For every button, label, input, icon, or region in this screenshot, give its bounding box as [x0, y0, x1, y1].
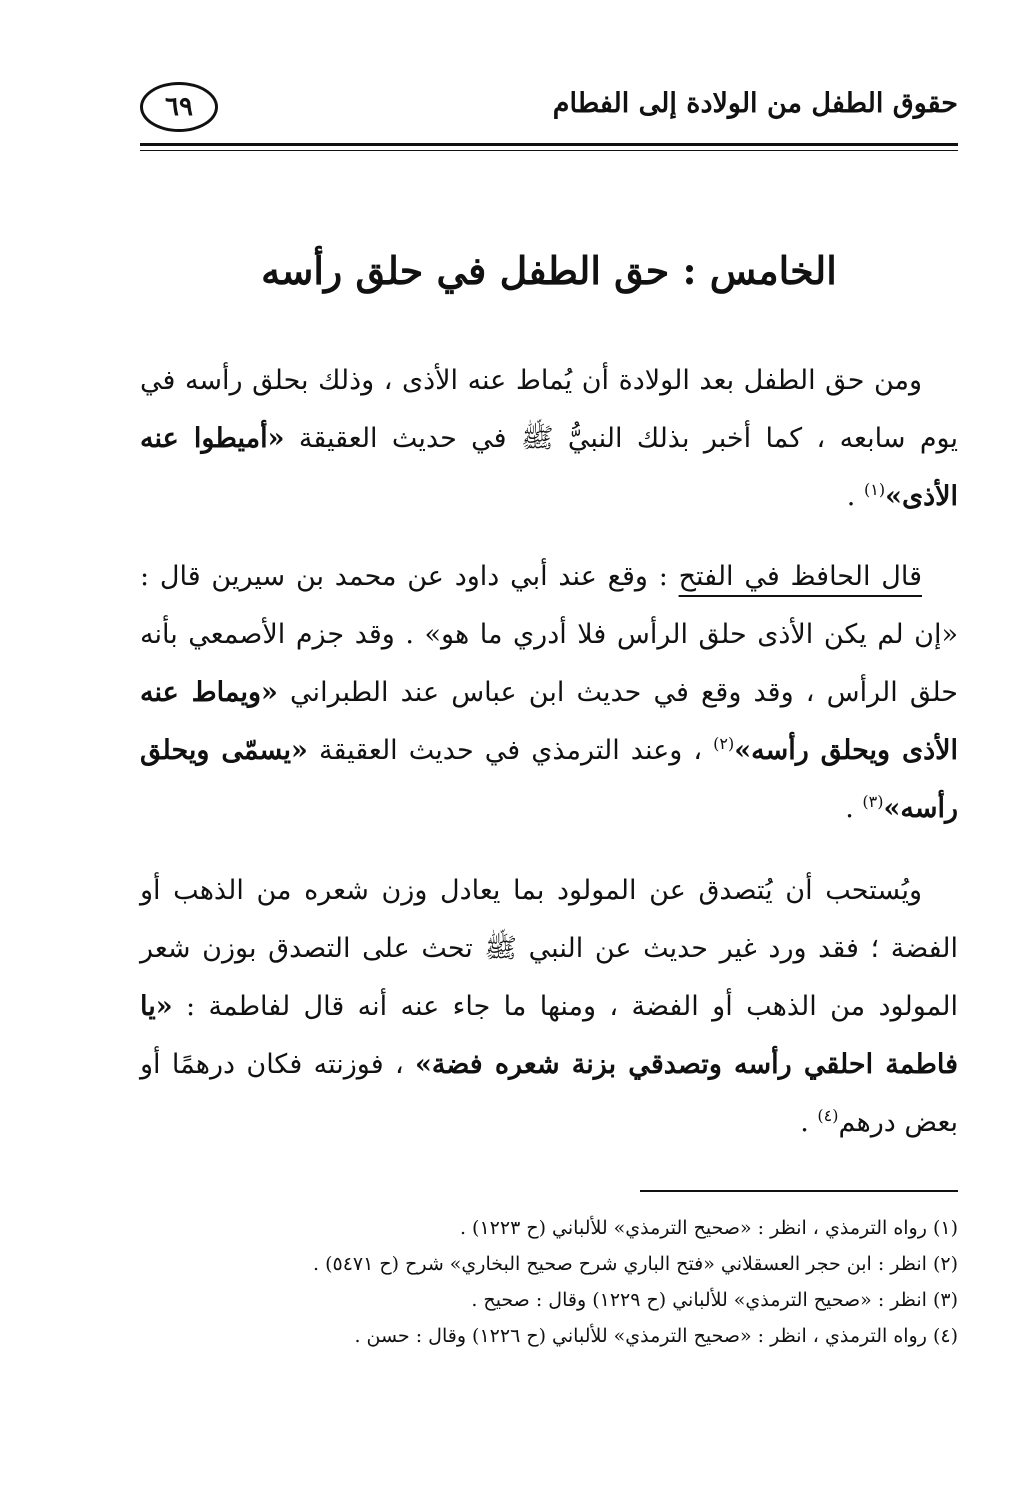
hadith-quote: «يسمّى ويحلق رأسه» [140, 735, 958, 824]
paragraph-3-end: . [800, 1107, 818, 1138]
paragraph-2-text-a: : وقع عند أبي داود عن محمد بن سيرين قال : «إن لم يكن الأذى حلق الرأس فلا أدري ما هو» . وقد جزم الأصمعي بأنه حلق الرأس ، وقد وقع في حديث ابن عباس عند الطبراني [140, 561, 958, 708]
paragraph-1-end: . [846, 481, 864, 512]
page-number-badge [140, 82, 218, 132]
footnote-3: (٣) انظر : «صحيح الترمذي» للألباني (ح ١٢٢٩) وقال : صحيح . [471, 1289, 958, 1311]
source-citation: قال الحافظ في الفتح [678, 561, 922, 592]
paragraph-3-text-b: ، فوزنته فكان درهمًا أو بعض درهم [140, 1049, 958, 1138]
footnote-ref-2: (٢) [713, 734, 735, 753]
running-header [140, 82, 958, 144]
book-title: حقوق الطفل من الولادة إلى الفطام [552, 88, 958, 119]
footnote-2: (٢) انظر : ابن حجر العسقلاني «فتح الباري شرح صحيح البخاري» شرح (ح ٥٤٧١) . [313, 1253, 958, 1275]
paragraph-1-text: ومن حق الطفل بعد الولادة أن يُماط عنه الأذى ، وذلك بحلق رأسه في يوم سابعه ، كما أخبر بذلك النبيُّ ﷺ في حديث العقيقة [140, 365, 958, 454]
footnotes [140, 1210, 958, 1354]
paragraph-3-text-a: ويُستحب أن يُتصدق عن المولود بما يعادل وزن شعره من الذهب أو الفضة ؛ فقد ورد غير حديث عن النبي ﷺ تحث على التصدق بوزن شعر المولود من الذهب أو الفضة ، ومنها ما جاء عنه أنه قال لفاطمة : [140, 875, 958, 1022]
paragraph-1 [140, 352, 958, 526]
page-number: ٦٩ [165, 92, 193, 122]
paragraph-2-end: . [845, 793, 863, 824]
footnote-ref-3: (٣) [862, 792, 884, 811]
paragraph-3 [140, 862, 958, 1152]
hadith-quote: «أميطوا عنه الأذى» [140, 423, 958, 512]
hadith-quote: «ويماط عنه الأذى ويحلق رأسه» [140, 677, 958, 766]
section-title: الخامس : حق الطفل في حلق رأسه [261, 248, 837, 293]
footnote-1: (١) رواه الترمذي ، انظر : «صحيح الترمذي» للألباني (ح ١٢٢٣) . [459, 1217, 958, 1239]
hadith-quote: «يا فاطمة احلقي رأسه وتصدقي بزنة شعره فضة» [140, 991, 958, 1080]
paragraph-2 [140, 548, 958, 838]
header-rule-thin [140, 150, 958, 151]
footnote-separator [640, 1190, 958, 1192]
paragraph-2-text-b: ، وعند الترمذي في حديث العقيقة [307, 735, 714, 766]
header-rule-thick [140, 143, 958, 146]
footnote-ref-1: (١) [863, 480, 886, 499]
footnote-4: (٤) رواه الترمذي ، انظر : «صحيح الترمذي» للألباني (ح ١٢٢٦) وقال : حسن . [354, 1325, 958, 1347]
footnote-ref-4: (٤) [817, 1106, 839, 1125]
